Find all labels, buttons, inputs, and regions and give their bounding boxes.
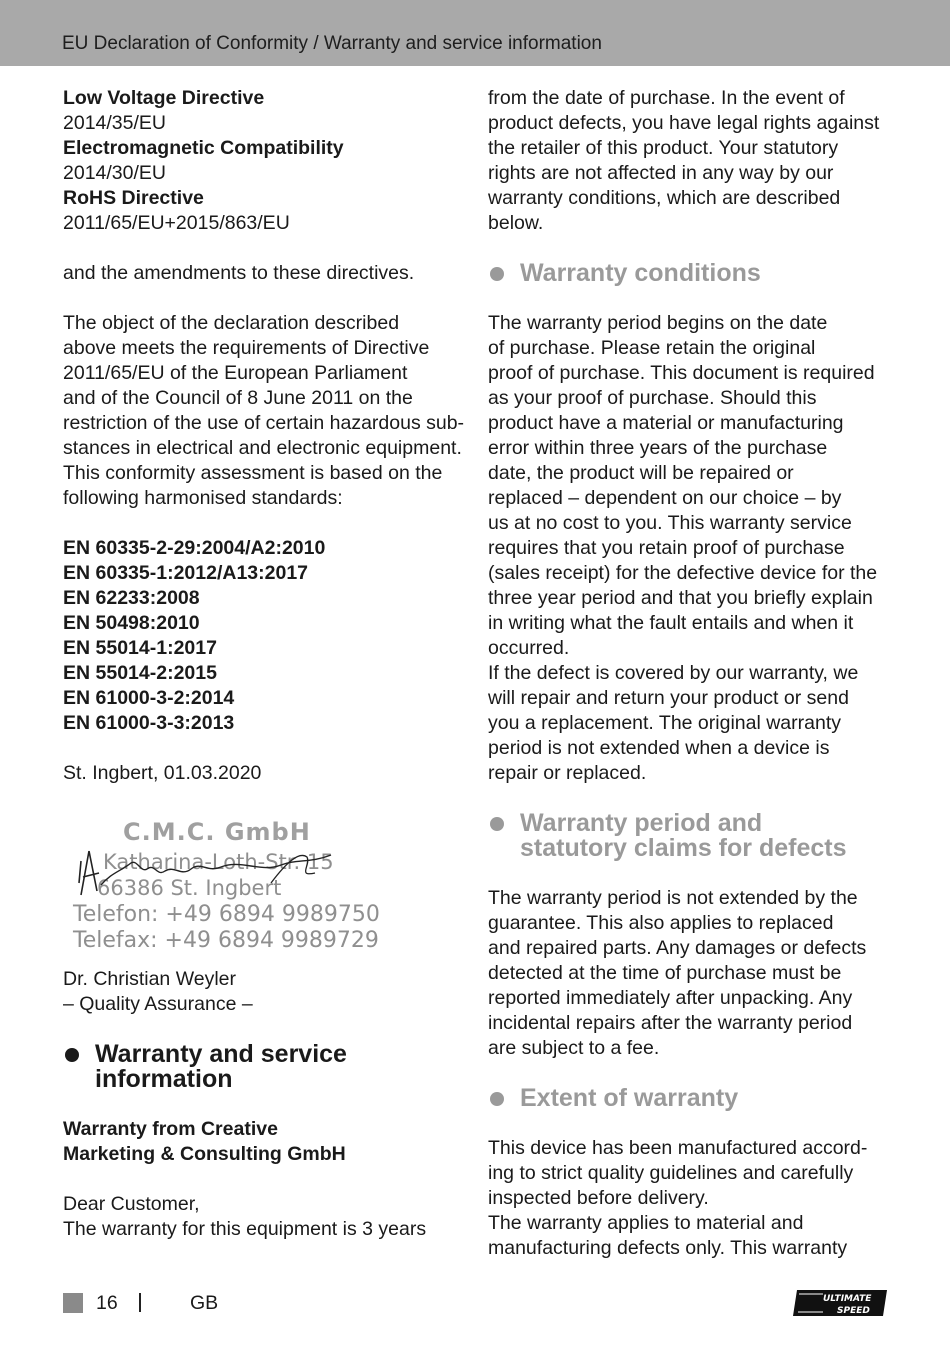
paragraph-line: you a replacement. The original warranty [488, 712, 841, 734]
bullet-icon [490, 267, 504, 281]
paragraph-line: above meets the requirements of Directive [63, 337, 430, 359]
right-column [488, 86, 888, 1261]
place-date: St. Ingbert, 01.03.2020 [63, 762, 262, 784]
paragraph-line: error within three years of the purchase [488, 437, 828, 459]
paragraph-line: repair or replaced. [488, 762, 647, 784]
section-heading-warranty-service: Warranty and service information [63, 1042, 468, 1092]
ultimate-speed-logo [793, 1288, 889, 1318]
greeting: Dear Customer, [63, 1193, 200, 1215]
paragraph-line: manufacturing defects only. This warranty [488, 1237, 848, 1259]
directive-name: Low Voltage Directive [63, 87, 265, 109]
paragraph-line: from the date of purchase. In the event of [488, 87, 845, 109]
warranty-intro: The warranty for this equipment is 3 years [63, 1218, 427, 1240]
paragraph-line: and repaired parts. Any damages or defects [488, 937, 867, 959]
language-code: GB [190, 1292, 219, 1314]
conditions-paragraph [488, 311, 888, 786]
left-column [63, 86, 468, 1242]
stamp-phone: Telefon: +49 6894 9989750 [73, 902, 380, 927]
standard-item: EN 60335-1:2012/A13:2017 [63, 562, 309, 584]
footer-divider [139, 1293, 141, 1312]
standard-item: EN 55014-2:2015 [63, 662, 217, 684]
paragraph-line: 2011/65/EU of the European Parliament [63, 362, 408, 384]
page-header-title: EU Declaration of Conformity / Warranty and service information [62, 33, 602, 54]
period-paragraph [488, 886, 888, 1061]
paragraph-line: The object of the declaration described [63, 312, 400, 334]
standard-item: EN 61000-3-3:2013 [63, 712, 235, 734]
section-heading-warranty-conditions: Warranty conditions [488, 261, 888, 286]
paragraph-line: This conformity assessment is based on the [63, 462, 443, 484]
paragraph-line: below. [488, 212, 544, 234]
page-number: 16 [96, 1292, 118, 1314]
standard-item: EN 62233:2008 [63, 587, 200, 609]
standard-item: EN 61000-3-2:2014 [63, 687, 235, 709]
handwritten-signature [71, 843, 371, 903]
paragraph-line: The warranty applies to material and [488, 1212, 804, 1234]
paragraph-line: proof of purchase. This document is required [488, 362, 875, 384]
paragraph-line: us at no cost to you. This warranty service [488, 512, 852, 534]
stamp-city: 66386 St. Ingbert [97, 876, 282, 900]
paragraph-line: are subject to a fee. [488, 1037, 660, 1059]
extent-paragraph [488, 1136, 888, 1261]
paragraph-line: ing to strict quality guidelines and carefully [488, 1162, 854, 1184]
logo-text-ultimate: ULTIMATE [823, 1294, 872, 1304]
paragraph-line: three year period and that you briefly explain [488, 587, 873, 609]
declaration-paragraph [63, 311, 468, 511]
standards-list [63, 536, 468, 736]
logo-text-speed: SPEED [837, 1306, 870, 1316]
bullet-icon [490, 817, 504, 831]
directive-code: 2014/30/EU [63, 162, 166, 184]
bullet-icon [65, 1048, 79, 1062]
paragraph-line: detected at the time of purchase must be [488, 962, 842, 984]
paragraph-line: of purchase. Please retain the original [488, 337, 816, 359]
stamp-fax: Telefax: +49 6894 9989729 [73, 928, 379, 953]
paragraph-line: reported immediately after unpacking. Any [488, 987, 853, 1009]
paragraph-line: The warranty period is not extended by the [488, 887, 858, 909]
directive-name: RoHS Directive [63, 187, 204, 209]
signatory-role: – Quality Assurance – [63, 993, 253, 1015]
warranty-from-line: Marketing & Consulting GmbH [63, 1143, 346, 1165]
paragraph-line: product defects, you have legal rights against [488, 112, 880, 134]
paragraph-line: and of the Council of 8 June 2011 on the [63, 387, 413, 409]
footer-square-icon [63, 1293, 83, 1313]
paragraph-line: requires that you retain proof of purchase [488, 537, 845, 559]
stamp-street: Katharina-Loth-Str. 15 [103, 850, 334, 874]
directive-name: Electromagnetic Compatibility [63, 137, 344, 159]
paragraph-line: occurred. [488, 637, 570, 659]
amendments-text: and the amendments to these directives. [63, 262, 415, 284]
section-heading-warranty-period: Warranty period and statutory claims for defects [488, 811, 888, 861]
paragraph-line: following harmonised standards: [63, 487, 343, 509]
bullet-icon [490, 1092, 504, 1106]
paragraph-line: guarantee. This also applies to replaced [488, 912, 834, 934]
paragraph-line: the retailer of this product. Your statutory [488, 137, 839, 159]
paragraph-line: (sales receipt) for the defective device for the [488, 562, 878, 584]
company-stamp [71, 818, 381, 963]
paragraph-line: product have a material or manufacturing [488, 412, 844, 434]
intro-paragraph [488, 86, 888, 236]
paragraph-line: If the defect is covered by our warranty, we [488, 662, 859, 684]
stamp-company: C.M.C. GmbH [123, 818, 311, 846]
paragraph-line: This device has been manufactured accord- [488, 1137, 868, 1159]
warranty-from-line: Warranty from Creative [63, 1118, 278, 1140]
standard-item: EN 50498:2010 [63, 612, 200, 634]
paragraph-line: replaced – dependent on our choice – by [488, 487, 842, 509]
paragraph-line: as your proof of purchase. Should this [488, 387, 817, 409]
section-heading-extent-of-warranty: Extent of warranty [488, 1086, 888, 1111]
directive-code: 2014/35/EU [63, 112, 166, 134]
standard-item: EN 55014-1:2017 [63, 637, 217, 659]
paragraph-line: inspected before delivery. [488, 1187, 709, 1209]
paragraph-line: rights are not affected in any way by our [488, 162, 834, 184]
paragraph-line: date, the product will be repaired or [488, 462, 794, 484]
paragraph-line: period is not extended when a device is [488, 737, 830, 759]
paragraph-line: The warranty period begins on the date [488, 312, 828, 334]
paragraph-line: warranty conditions, which are described [488, 187, 841, 209]
standard-item: EN 60335-2-29:2004/A2:2010 [63, 537, 326, 559]
signatory-name: Dr. Christian Weyler [63, 968, 237, 990]
paragraph-line: in writing what the fault entails and when it [488, 612, 854, 634]
paragraph-line: restriction of the use of certain hazardous sub- [63, 412, 465, 434]
directive-code: 2011/65/EU+2015/863/EU [63, 212, 290, 234]
paragraph-line: will repair and return your product or send [488, 687, 849, 709]
paragraph-line: incidental repairs after the warranty period [488, 1012, 853, 1034]
paragraph-line: stances in electrical and electronic equipment. [63, 437, 462, 459]
